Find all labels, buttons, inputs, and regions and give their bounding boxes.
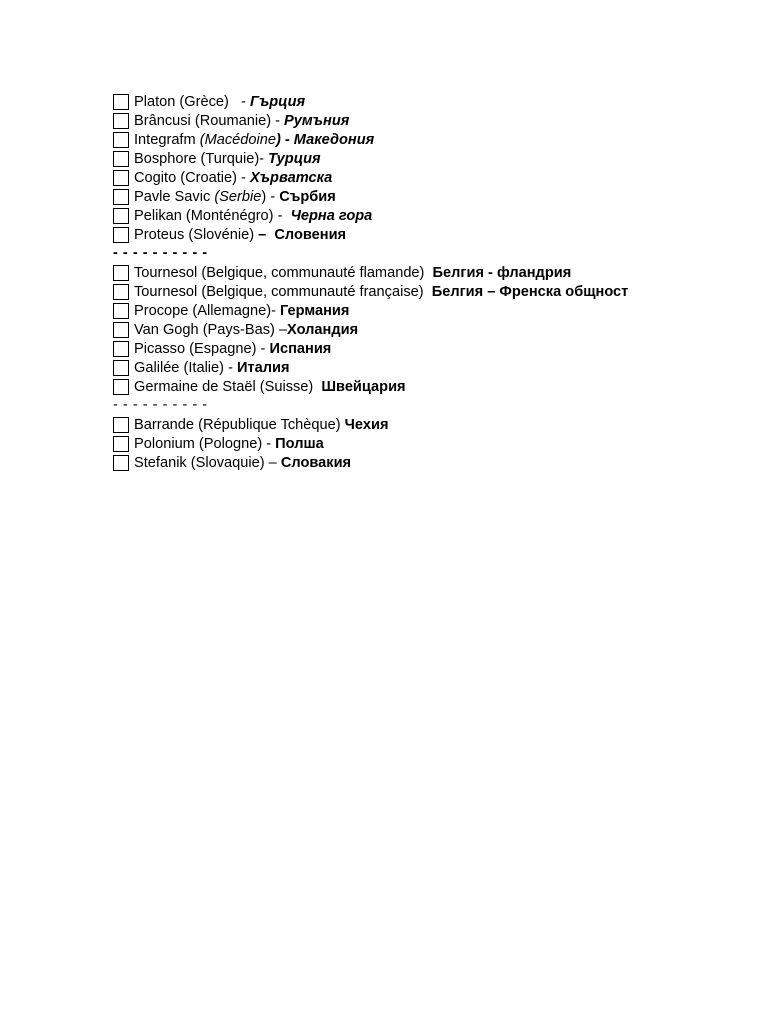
- checklist-item-label: [134, 284, 628, 300]
- label-segment: Polonium (Pologne) -: [134, 435, 276, 452]
- label-segment: Galilée (Italie) -: [134, 359, 237, 376]
- checklist-group: [113, 263, 753, 396]
- checkbox[interactable]: [113, 227, 129, 243]
- checklist-item: [113, 206, 753, 225]
- checklist-item: [113, 111, 753, 130]
- checklist-item: [113, 434, 753, 453]
- checklist-item-label: [134, 379, 406, 395]
- checkbox[interactable]: [113, 151, 129, 167]
- checkbox[interactable]: [113, 360, 129, 376]
- checklist-item: [113, 187, 753, 206]
- checklist-item-label: [134, 94, 305, 110]
- label-segment: Черна гора: [290, 207, 373, 224]
- checklist-item: [113, 339, 753, 358]
- checklist-item: [113, 358, 753, 377]
- label-segment: – Словения: [258, 226, 347, 243]
- dashed-separator: - - - - - - - - - -: [113, 245, 208, 261]
- label-segment: Белгия – Френска общност: [431, 283, 629, 300]
- checklist-item: [113, 168, 753, 187]
- label-segment: Tournesol (Belgique, communauté flamande): [134, 264, 433, 281]
- checkbox[interactable]: [113, 265, 129, 281]
- label-segment: Germaine de Staël (Suisse): [134, 378, 322, 395]
- checklist-item-label: [134, 151, 321, 167]
- checklist-item: [113, 320, 753, 339]
- checklist-item-label: [134, 322, 358, 338]
- checklist-item: [113, 453, 753, 472]
- dashed-separator: - - - - - - - - - -: [113, 397, 208, 413]
- checkbox[interactable]: [113, 113, 129, 129]
- checklist-group: [113, 415, 753, 472]
- checklist-item-label: [134, 227, 346, 243]
- label-segment: Швейцария: [321, 378, 406, 395]
- label-segment: Румъния: [284, 112, 350, 129]
- label-segment: Barrande (République Tchèque): [134, 416, 345, 433]
- label-segment: Procope (Allemagne)-: [134, 302, 281, 319]
- checklist-item-label: [134, 265, 571, 281]
- checklist-item: [113, 377, 753, 396]
- checklist-item-label: [134, 189, 336, 205]
- label-segment: Brâncusi (Roumanie) -: [134, 112, 285, 129]
- checkbox[interactable]: [113, 284, 129, 300]
- checklist-item-label: [134, 341, 331, 357]
- label-segment: Турция: [268, 150, 321, 167]
- checkbox[interactable]: [113, 455, 129, 471]
- label-segment: Сърбия: [279, 188, 336, 205]
- checkbox[interactable]: [113, 436, 129, 452]
- checkbox[interactable]: [113, 208, 129, 224]
- checkbox[interactable]: [113, 303, 129, 319]
- label-segment: Pelikan (Monténégro) -: [134, 207, 291, 224]
- label-segment: Гърция: [249, 93, 306, 110]
- checklist-item-label: [134, 208, 372, 224]
- checklist-item: [113, 301, 753, 320]
- label-segment: Белгия - фландрия: [432, 264, 572, 281]
- label-segment: Pavle Savic: [134, 188, 215, 205]
- label-segment: Словакия: [280, 454, 352, 471]
- checklist-item: [113, 415, 753, 434]
- label-segment: ) - Македония: [275, 131, 375, 148]
- label-segment: Bosphore (Turquie)-: [134, 150, 269, 167]
- checklist-item: [113, 92, 753, 111]
- label-segment: Tournesol (Belgique, communauté française): [134, 283, 432, 300]
- checkbox[interactable]: [113, 132, 129, 148]
- checklist-item-label: [134, 455, 351, 471]
- checkbox[interactable]: [113, 170, 129, 186]
- label-segment: Италия: [237, 359, 290, 376]
- checklist-item: [113, 130, 753, 149]
- label-segment: Хърватска: [249, 169, 333, 186]
- checkbox[interactable]: [113, 189, 129, 205]
- label-segment: Чехия: [344, 416, 389, 433]
- label-segment: Proteus (Slovénie): [134, 226, 259, 243]
- label-segment: Полша: [275, 435, 324, 452]
- label-segment: Stefanik (Slovaquie) –: [134, 454, 281, 471]
- checklist-item-label: [134, 113, 349, 129]
- label-segment: (Macédoine: [199, 131, 276, 148]
- document-body: [113, 92, 753, 472]
- checklist-item: [113, 263, 753, 282]
- checklist-item: [113, 282, 753, 301]
- label-segment: (Serbie: [214, 188, 262, 205]
- label-segment: Platon (Grèce) -: [134, 93, 250, 110]
- checkbox[interactable]: [113, 94, 129, 110]
- checklist-item-label: [134, 132, 374, 148]
- checklist-item: [113, 225, 753, 244]
- checklist-item: [113, 149, 753, 168]
- label-segment: ) -: [261, 188, 280, 205]
- label-segment: Picasso (Espagne) -: [134, 340, 270, 357]
- checklist-item-label: [134, 303, 349, 319]
- label-segment: Германия: [280, 302, 350, 319]
- checkbox[interactable]: [113, 417, 129, 433]
- checkbox[interactable]: [113, 322, 129, 338]
- label-segment: Холандия: [287, 321, 359, 338]
- checklist-item-label: [134, 360, 290, 376]
- label-segment: Испания: [269, 340, 332, 357]
- checklist-group: [113, 92, 753, 244]
- label-segment: Cogito (Croatie) -: [134, 169, 250, 186]
- label-segment: Van Gogh (Pays-Bas) –: [134, 321, 288, 338]
- checklist-item-label: [134, 170, 332, 186]
- label-segment: Integrafm: [134, 131, 200, 148]
- checklist-item-label: [134, 417, 388, 433]
- checkbox[interactable]: [113, 341, 129, 357]
- checklist-item-label: [134, 436, 324, 452]
- checkbox[interactable]: [113, 379, 129, 395]
